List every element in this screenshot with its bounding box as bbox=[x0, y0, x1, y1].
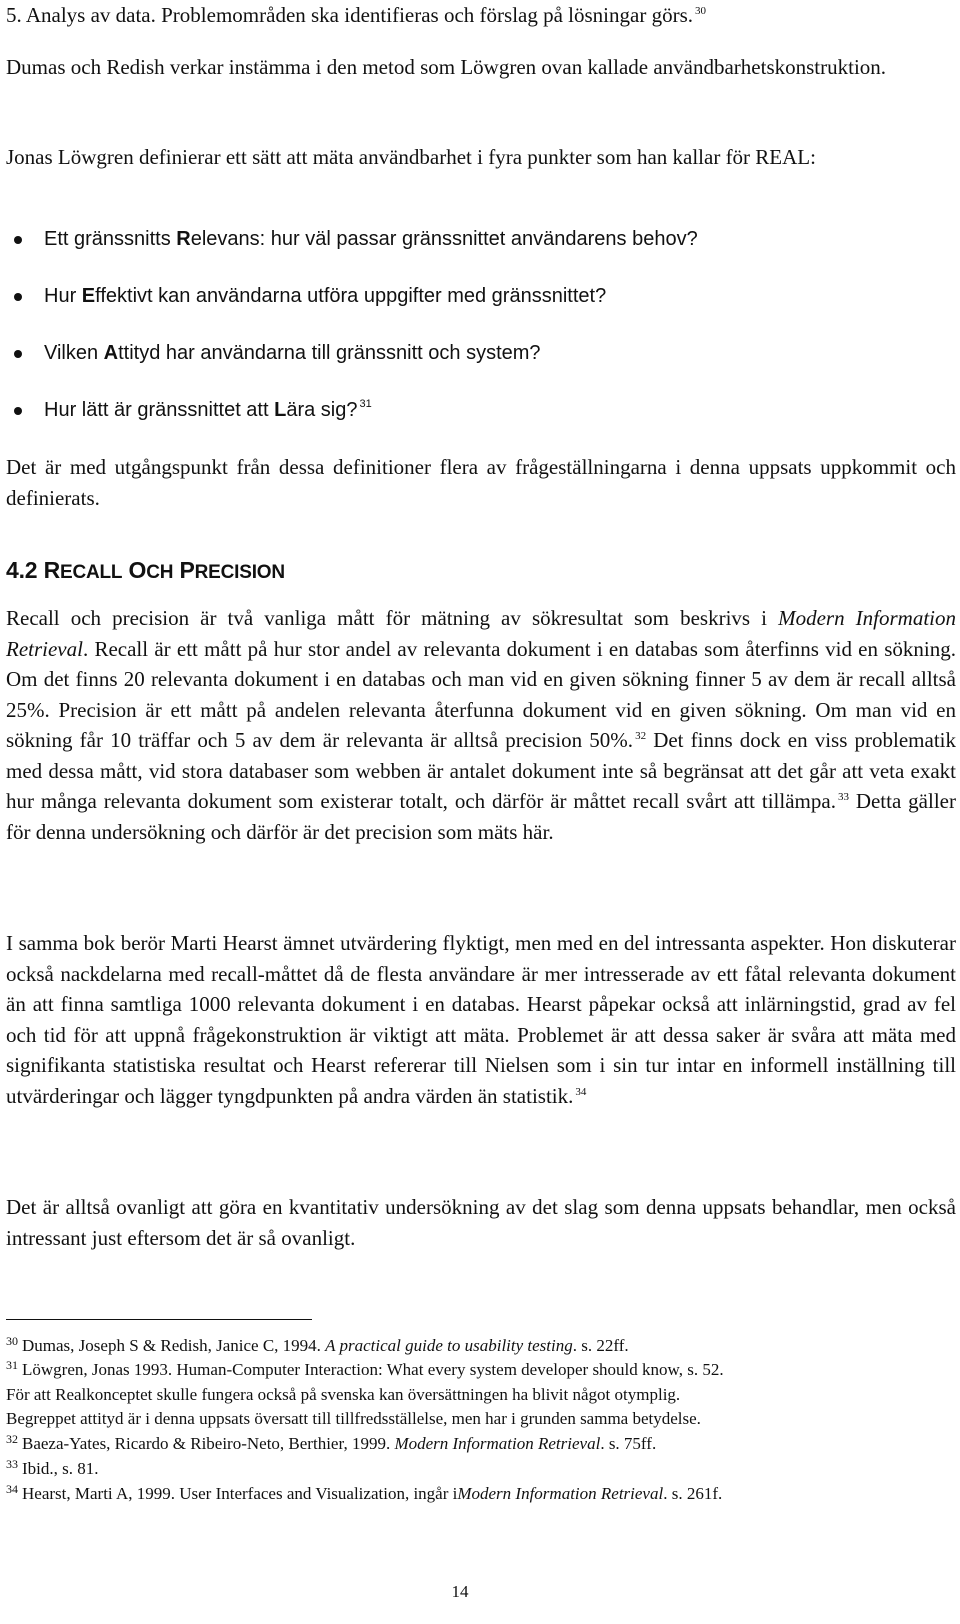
bullet-icon bbox=[14, 293, 22, 301]
footnote-ref: 34 bbox=[575, 1085, 587, 1098]
book-title: Modern Information Retrieval bbox=[6, 606, 956, 661]
bullet-icon bbox=[14, 350, 22, 358]
footnote-continuation: Begreppet attityd är i denna uppsats översatt till tillfredsställelse, men har i grunden samma betydelse. bbox=[6, 1409, 701, 1428]
analysis-step-line: 5. Analys av data. Problemområden ska identifieras och förslag på lösningar görs. $^{30}$ bbox=[6, 3, 706, 27]
bullet-icon bbox=[14, 236, 22, 244]
paragraph: Dumas och Redish verkar instämma i den metod som Löwgren ovan kallade användbarhetskonstruktion. bbox=[6, 55, 887, 79]
page-number: 14 bbox=[451, 1582, 469, 1601]
section-heading: 4.2 RECALL OCH PRECISION bbox=[6, 557, 285, 583]
footnote-ref: 31 bbox=[359, 398, 372, 410]
paragraph: Jonas Löwgren definierar ett sätt att mäta användbarhet i fyra punkter som han kallar för REAL: bbox=[6, 145, 816, 169]
footnote: $^{33}$ Ibid., s. 81. bbox=[6, 1457, 99, 1478]
footnote-divider bbox=[6, 1319, 312, 1320]
footnote-continuation: För att Realkonceptet skulle fungera också på svenska kan översättningen ha blivit något otymplig. bbox=[6, 1385, 681, 1404]
footnote: $^{34}$ Hearst, Marti A, 1999. User Interfaces and Visualization, ingår iModern Information Retrieval. s. 261f. bbox=[6, 1482, 723, 1503]
footnote: $^{32}$ Baeza-Yates, Ricardo & Ribeiro-Neto, Berthier, 1999. Modern Information Retrieval. s. 75ff. bbox=[6, 1432, 657, 1453]
document-page: 5. Analys av data. Problemområden ska identifieras och förslag på lösningar görs. $^{30}$ Dumas och Redish verkar instämma i den metod som Löwgren ovan kallade användbarhetskonstruktion. Jonas Löwgren definierar ett sätt att mäta användbarhet i fyra punkter som han kallar för REAL: Ett gränssnitts Relevans: hur väl passar gränssnittet användarens behov? Hur Effektivt kan användarna utföra uppgifter med gränssnittet? Vilken Attityd har användarna till gränssnitt och system? Hur lätt är gränssnittet att Lära sig? $^{31}$ Det är med utgångspunkt från dessa definitioner flera av frågeställningarna i denna uppsats uppkommit och definierats. 4.2 RECALL OCH PRECISION Recall och precision är två vanliga mått för mätning av sökresultat som beskrivs i Modern Information Retrieval. Recall är ett mått på hur stor andel av relevanta dokument i en databas som återfinns vid en sökning. Om det finns 20 relevanta dokument i en databas och man vid en given sökning finner 5 av dem är recall alltså 25%. Precision är ett mått på andelen relevanta återfunna dokument vid en given sökning. Om man vid en sökning får 10 träffar och 5 av dem är relevanta är alltså precision 50%. $^{32}$ Det finns dock en viss problematik med dessa mått, vid stora databaser som webben är antalet dokument inte så begränsat att det går att veta exakt hur många relevanta dokument som existerar totalt, och därför är måttet recall svårt att tillämpa. $^{33}$ Detta gäller för denna undersökning och därför är det precision som mäts här. I samma bok berör Marti Hearst ämnet utvärdering flyktigt, men med en del intressanta aspekter. Hon diskuterar också nackdelarna med recall-måttet då de flesta användare är mer intresserade av ett fåtal relevanta dokument än att finna samtliga 1000 relevanta dokument i en databas. Hearst påpekar också att inlärningstid, grad av fel och tid för att uppnå frågekonstruktion är viktigt att mäta. Problemet är att dessa saker är svåra att mäta med signifikanta statistiska resultat och Hearst refererar till Nielsen som i sin tur intar en informell inställning till utvärderingar och lägger tyngdpunkten på andra värden än statistik. $^{34}$ Det är alltså ovanligt att göra en kvantitativ undersökning av det slag som denna uppsats behandlar, men också intressant just eftersom det är så ovanligt. $^{30}$ Dumas, Joseph S & Redish, Janice C, 1994. A practical guide to usability testing. s. 22ff. $^{31}$ Löwgren, Jonas 1993. Human-Computer Interaction: What every system developer should know, s. 52. För att Realkonceptet skulle fungera också på svenska kan översättningen ha blivit något otymplig. Begreppet attityd är i denna uppsats översatt till tillfredsställelse, men har i grunden samma betydelse. $^{32}$ Baeza-Yates, Ricardo & Ribeiro-Neto, Berthier, 1999. Modern Information Retrieval. s. 75ff. $^{33}$ Ibid., s. 81. $^{34}$ Hearst, Marti A, 1999. User Interfaces and Visualization, ingår iModern Information Retrieval. s. 261f. 14 bbox=[0, 0, 960, 1624]
paragraph: Det är alltså ovanligt att göra en kvantitativ undersökning av det slag som denna uppsats behandlar, men också intressant just eftersom det är så ovanligt. bbox=[6, 1195, 956, 1250]
footnote: $^{30}$ Dumas, Joseph S & Redish, Janice C, 1994. A practical guide to usability testing. s. 22ff. bbox=[6, 1334, 629, 1355]
footnote-ref: 30 bbox=[695, 5, 706, 17]
footnote-ref: 32 bbox=[635, 730, 647, 742]
paragraph: Recall och precision är två vanliga mått för mätning av sökresultat som beskrivs i Modern Information Retrieval. Recall är ett mått på hur stor andel av relevanta dokument i en databas som återfinns vid en sökning. Om det finns 20 relevanta dokument i en databas och man vid en given sökning finner 5 av dem är recall alltså 25%. Precision är ett mått på andelen relevanta återfunna dokument vid en given sökning. Om man vid en sökning får 10 träffar och 5 av dem är relevanta är alltså precision 50%. $^{32}$ Det finns dock en viss problematik med dessa mått, vid stora databaser som webben är antalet dokument inte så begränsat att det går att veta exakt hur många relevanta dokument som existerar totalt, och därför är måttet recall svårt att tillämpa. $^{33}$ Detta gäller för denna undersökning och därför är det precision som mäts här. bbox=[6, 606, 956, 844]
footnote: $^{31}$ Löwgren, Jonas 1993. Human-Computer Interaction: What every system developer should know, s. 52. bbox=[6, 1358, 724, 1379]
paragraph: I samma bok berör Marti Hearst ämnet utvärdering flyktigt, men med en del intressanta aspekter. Hon diskuterar också nackdelarna med recall-måttet då de flesta användare är mer intresserade av ett fåtal relevanta dokument än att finna samtliga 1000 relevanta dokument i en databas. Hearst påpekar också att inlärningstid, grad av fel och tid för att uppnå frågekonstruktion är viktigt att mäta. Problemet är att dessa saker är svåra att mäta med signifikanta statistiska resultat och Hearst refererar till Nielsen som i sin tur intar en informell inställning till utvärderingar och lägger tyngdpunkten på andra värden än statistik. $^{34}$ bbox=[6, 931, 956, 1108]
footnote-ref: 33 bbox=[837, 791, 849, 803]
paragraph: Det är med utgångspunkt från dessa definitioner flera av frågeställningarna i denna uppsats uppkommit och definierats. bbox=[6, 455, 956, 510]
bullet-icon bbox=[14, 407, 22, 415]
